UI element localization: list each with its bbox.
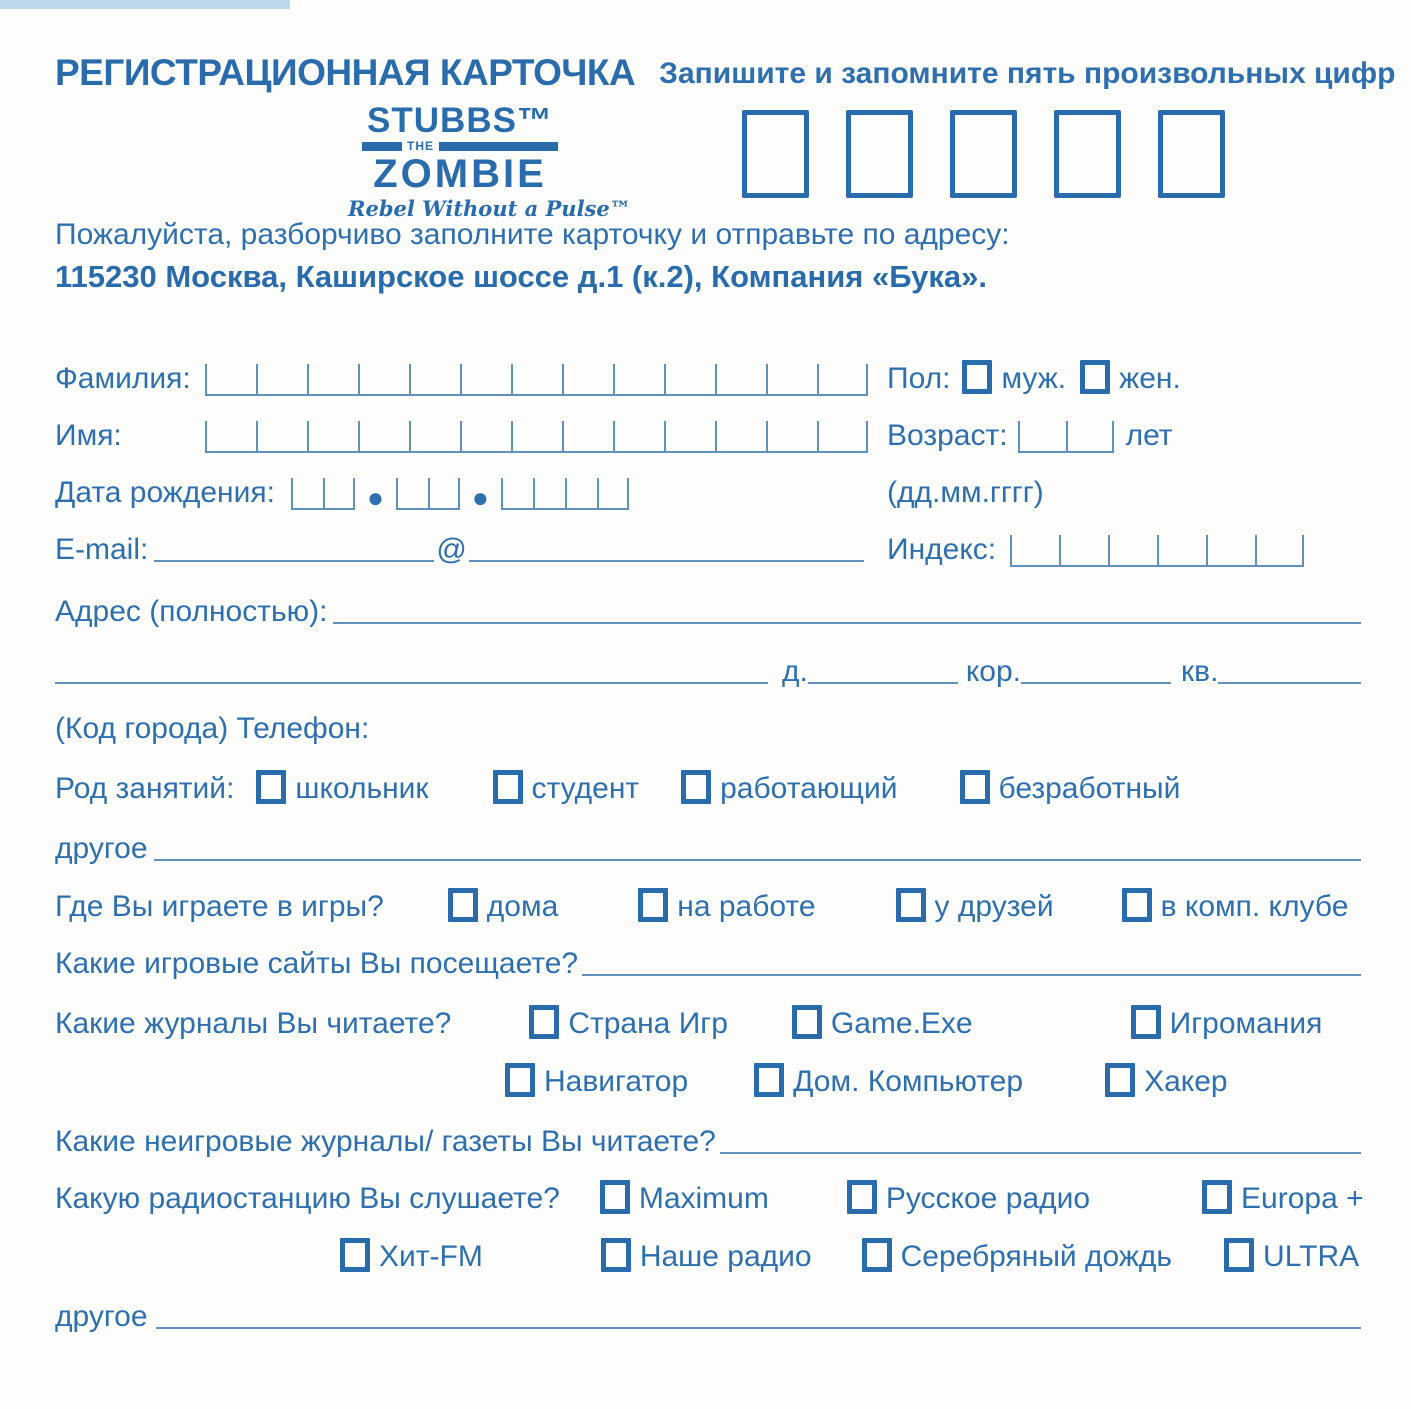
gender-group bbox=[887, 360, 1181, 396]
non-gaming-label: Какие неигровые журналы/ газеты Вы читаете? bbox=[55, 1125, 716, 1158]
comb-cell[interactable] bbox=[766, 364, 817, 394]
row-email bbox=[55, 521, 1361, 567]
option-label: у друзей bbox=[934, 890, 1054, 923]
magazine-option bbox=[1105, 1063, 1228, 1099]
option-label: на работе bbox=[677, 890, 816, 923]
comb-cell[interactable] bbox=[664, 364, 715, 394]
radio-russkoe-checkbox[interactable] bbox=[847, 1180, 877, 1214]
magazine-option bbox=[529, 1005, 728, 1041]
option-label: дома bbox=[486, 890, 559, 923]
comb-cell[interactable] bbox=[766, 421, 817, 451]
house-label: д. bbox=[782, 655, 808, 688]
comb-cell[interactable] bbox=[291, 478, 323, 508]
radio-hit-fm-checkbox[interactable] bbox=[340, 1238, 370, 1272]
email-label: E-mail: bbox=[55, 533, 149, 566]
comb-cell[interactable] bbox=[562, 421, 613, 451]
digit-box[interactable] bbox=[742, 110, 809, 198]
comb-cell[interactable] bbox=[256, 421, 307, 451]
row-magazines bbox=[55, 995, 1361, 1041]
firstname-label: Имя: bbox=[55, 419, 122, 452]
intro bbox=[55, 218, 1010, 295]
radio-option bbox=[601, 1238, 812, 1274]
row-radio-other bbox=[55, 1288, 1361, 1334]
comb-cell[interactable] bbox=[664, 421, 715, 451]
radio-option bbox=[862, 1238, 1172, 1274]
play-where-option bbox=[638, 888, 815, 924]
logo-zombie-text: ZOMBIE bbox=[373, 152, 547, 196]
phone-label: (Код города) Телефон: bbox=[55, 712, 370, 745]
magazine-igromania-checkbox[interactable] bbox=[1131, 1005, 1161, 1039]
gender-label: Пол: bbox=[887, 362, 951, 395]
comb-cell[interactable] bbox=[1010, 535, 1059, 565]
row-game-sites bbox=[55, 935, 1361, 981]
comb-cell[interactable] bbox=[307, 421, 358, 451]
row-occupation bbox=[55, 760, 1361, 806]
logo-tagline: Rebel Without a Pulse™ bbox=[348, 196, 631, 221]
option-label: Серебряный дождь bbox=[900, 1240, 1173, 1273]
option-label: Хит-FM bbox=[379, 1240, 483, 1273]
radio-option bbox=[1202, 1180, 1364, 1216]
comb-cell[interactable] bbox=[1206, 535, 1255, 565]
comb-cell[interactable] bbox=[358, 421, 409, 451]
option-label: Хакер bbox=[1144, 1065, 1228, 1098]
comb-cell[interactable] bbox=[597, 478, 629, 508]
comb-cell[interactable] bbox=[613, 364, 664, 394]
age-comb-field[interactable] bbox=[1018, 421, 1114, 453]
comb-cell[interactable] bbox=[613, 421, 664, 451]
email-domain-input-line[interactable] bbox=[469, 552, 864, 562]
digit-box[interactable] bbox=[846, 110, 913, 198]
surname-label: Фамилия: bbox=[55, 362, 191, 395]
comb-cell[interactable] bbox=[358, 364, 409, 394]
comb-cell[interactable] bbox=[501, 478, 533, 508]
birthdate-label: Дата рождения: bbox=[55, 476, 275, 509]
play-where-option bbox=[448, 888, 559, 924]
gender-male-label: муж. bbox=[1001, 362, 1067, 395]
building-input-line[interactable] bbox=[1021, 674, 1171, 684]
comb-cell[interactable] bbox=[460, 364, 511, 394]
scan-edge-artifact bbox=[0, 0, 290, 9]
play-work-checkbox[interactable] bbox=[638, 888, 668, 922]
row-radio bbox=[55, 1170, 1364, 1216]
option-label: в комп. клубе bbox=[1160, 890, 1349, 923]
game-sites-label: Какие игровые сайты Вы посещаете? bbox=[55, 947, 579, 980]
digits-instruction: Запишите и запомните пять произвольных цифр bbox=[659, 57, 1396, 90]
play-where-label: Где Вы играете в игры? bbox=[55, 890, 384, 923]
comb-cell[interactable] bbox=[205, 421, 256, 451]
gender-female-label: жен. bbox=[1119, 362, 1181, 395]
logo-the-band bbox=[362, 139, 558, 153]
comb-cell[interactable] bbox=[323, 478, 355, 508]
email-at-sign: @ bbox=[436, 533, 467, 566]
logo-bar-left bbox=[362, 142, 402, 151]
apartment-input-line[interactable] bbox=[1218, 674, 1361, 684]
address-input-line[interactable] bbox=[333, 614, 1361, 624]
firstname-comb-field[interactable] bbox=[205, 421, 868, 453]
comb-cell[interactable] bbox=[428, 478, 460, 508]
comb-cell[interactable] bbox=[1066, 421, 1114, 451]
comb-cell[interactable] bbox=[409, 364, 460, 394]
comb-cell[interactable] bbox=[1059, 535, 1108, 565]
comb-cell[interactable] bbox=[460, 421, 511, 451]
row-phone bbox=[55, 700, 1361, 746]
row-magazines2 bbox=[55, 1053, 1361, 1099]
option-label: Maximum bbox=[638, 1182, 769, 1215]
magazine-option bbox=[754, 1063, 1023, 1099]
digit-box[interactable] bbox=[1054, 110, 1121, 198]
comb-cell[interactable] bbox=[307, 364, 358, 394]
occupation-pupil-checkbox[interactable] bbox=[256, 770, 286, 804]
other-label: другое bbox=[55, 832, 148, 865]
comb-cell[interactable] bbox=[562, 364, 613, 394]
apartment-label: кв. bbox=[1181, 655, 1219, 688]
row-non-gaming bbox=[55, 1113, 1361, 1159]
building-label: кор. bbox=[965, 655, 1022, 688]
radio-nashe-checkbox[interactable] bbox=[601, 1238, 631, 1272]
logo-bar-right bbox=[439, 142, 558, 151]
comb-cell[interactable] bbox=[1018, 421, 1066, 451]
play-where-option bbox=[1122, 888, 1349, 924]
comb-cell[interactable] bbox=[1108, 535, 1157, 565]
occupation-option bbox=[681, 770, 897, 806]
comb-cell[interactable] bbox=[409, 421, 460, 451]
magazine-option bbox=[505, 1063, 688, 1099]
option-label: Наше радио bbox=[639, 1240, 812, 1273]
occupation-option bbox=[960, 770, 1181, 806]
mailing-address: 115230 Москва, Каширское шоссе д.1 (к.2), Компания «Бука». bbox=[55, 259, 987, 294]
comb-cell[interactable] bbox=[205, 364, 256, 394]
date-separator-dot: ● bbox=[471, 482, 489, 513]
option-label: Игромания bbox=[1169, 1007, 1323, 1040]
row-birthdate bbox=[55, 464, 1361, 513]
logo-stubbs-text: STUBBS™ bbox=[367, 101, 553, 140]
digit-boxes bbox=[742, 110, 1225, 198]
row-surname bbox=[55, 350, 1361, 396]
comb-cell[interactable] bbox=[256, 364, 307, 394]
comb-cell[interactable] bbox=[565, 478, 597, 508]
occupation-working-checkbox[interactable] bbox=[681, 770, 711, 804]
game-sites-input-line[interactable] bbox=[582, 966, 1361, 976]
postal-index-group bbox=[887, 533, 1304, 567]
comb-cell[interactable] bbox=[511, 364, 562, 394]
play-where-option bbox=[896, 888, 1054, 924]
magazine-hacker-checkbox[interactable] bbox=[1105, 1063, 1135, 1097]
non-gaming-input-line[interactable] bbox=[720, 1144, 1361, 1154]
occupation-unemployed-checkbox[interactable] bbox=[960, 770, 990, 804]
occupation-label: Род занятий: bbox=[55, 772, 235, 805]
option-label: Game.Exe bbox=[830, 1007, 973, 1040]
address-label: Адрес (полностью): bbox=[55, 595, 328, 628]
digit-box[interactable] bbox=[950, 110, 1017, 198]
comb-cell[interactable] bbox=[817, 421, 868, 451]
date-separator-dot: ● bbox=[366, 482, 384, 513]
row-firstname bbox=[55, 407, 1361, 453]
birth-month-comb[interactable] bbox=[396, 478, 460, 510]
other-label: другое bbox=[55, 1300, 148, 1333]
option-label: Страна Игр bbox=[568, 1007, 728, 1040]
option-label: безработный bbox=[998, 772, 1181, 805]
occupation-option bbox=[493, 770, 640, 806]
option-label: Русское радио bbox=[885, 1182, 1091, 1215]
radio-serebryany-checkbox[interactable] bbox=[862, 1238, 892, 1272]
radio-option bbox=[600, 1180, 769, 1216]
radio-maximum-checkbox[interactable] bbox=[600, 1180, 630, 1214]
comb-cell[interactable] bbox=[511, 421, 562, 451]
radio-ultra-checkbox[interactable] bbox=[1224, 1238, 1254, 1272]
row-play-where bbox=[55, 878, 1361, 924]
gender-female-checkbox[interactable] bbox=[1080, 360, 1110, 394]
intro-line1: Пожалуйста, разборчиво заполните карточку и отправьте по адресу: bbox=[55, 218, 1010, 251]
gender-male-checkbox[interactable] bbox=[962, 360, 992, 394]
index-comb-field[interactable] bbox=[1010, 535, 1304, 567]
magazine-strana-igr-checkbox[interactable] bbox=[529, 1005, 559, 1039]
magazine-game-exe-checkbox[interactable] bbox=[792, 1005, 822, 1039]
index-label: Индекс: bbox=[887, 533, 997, 566]
occupation-student-checkbox[interactable] bbox=[493, 770, 523, 804]
magazines-label: Какие журналы Вы читаете? bbox=[55, 1007, 452, 1040]
comb-cell[interactable] bbox=[715, 364, 766, 394]
option-label: школьник bbox=[295, 772, 429, 805]
occupation-other-input-line[interactable] bbox=[154, 851, 1361, 861]
age-group bbox=[887, 419, 1173, 453]
play-friends-checkbox[interactable] bbox=[896, 888, 926, 922]
option-label: работающий bbox=[720, 772, 898, 805]
radio-label: Какую радиостанцию Вы слушаете? bbox=[55, 1182, 560, 1215]
option-label: Дом. Компьютер bbox=[793, 1065, 1024, 1098]
radio-europa-checkbox[interactable] bbox=[1202, 1180, 1232, 1214]
row-radio2 bbox=[55, 1228, 1361, 1274]
birth-year-comb[interactable] bbox=[501, 478, 629, 510]
house-input-line[interactable] bbox=[808, 674, 958, 684]
digit-box[interactable] bbox=[1158, 110, 1225, 198]
logo-the-text: THE bbox=[407, 139, 434, 153]
page-title: РЕГИСТРАЦИОННАЯ КАРТОЧКА bbox=[55, 52, 636, 93]
comb-cell[interactable] bbox=[396, 478, 428, 508]
magazine-navigator-checkbox[interactable] bbox=[505, 1063, 535, 1097]
option-label: Навигатор bbox=[544, 1065, 689, 1098]
surname-comb-field[interactable] bbox=[205, 364, 868, 396]
radio-option bbox=[1224, 1238, 1359, 1274]
email-local-input-line[interactable] bbox=[154, 552, 434, 562]
radio-other-input-line[interactable] bbox=[156, 1319, 1361, 1329]
birth-day-comb[interactable] bbox=[291, 478, 355, 510]
stubbs-zombie-logo bbox=[348, 101, 631, 221]
address2-input-line[interactable] bbox=[55, 674, 768, 684]
header bbox=[55, 52, 1396, 94]
comb-cell[interactable] bbox=[715, 421, 766, 451]
birthdate-format: (дд.мм.гггг) bbox=[887, 476, 1044, 509]
comb-cell[interactable] bbox=[533, 478, 565, 508]
magazine-option bbox=[792, 1005, 973, 1041]
play-club-checkbox[interactable] bbox=[1122, 888, 1152, 922]
play-home-checkbox[interactable] bbox=[448, 888, 478, 922]
comb-cell[interactable] bbox=[817, 364, 868, 394]
option-label: ULTRA bbox=[1263, 1240, 1360, 1273]
magazine-option bbox=[1131, 1005, 1323, 1041]
age-label: Возраст: bbox=[887, 419, 1008, 452]
radio-option bbox=[340, 1238, 483, 1274]
occupation-option bbox=[256, 770, 428, 806]
magazine-dom-computer-checkbox[interactable] bbox=[754, 1063, 784, 1097]
radio-option bbox=[847, 1180, 1090, 1216]
age-suffix: лет bbox=[1125, 419, 1173, 452]
row-address bbox=[55, 583, 1361, 629]
comb-cell[interactable] bbox=[1157, 535, 1206, 565]
option-label: студент bbox=[531, 772, 640, 805]
option-label: Europa + bbox=[1241, 1182, 1364, 1215]
row-address2 bbox=[55, 643, 1361, 689]
comb-cell[interactable] bbox=[1255, 535, 1304, 565]
row-occupation-other bbox=[55, 820, 1361, 866]
